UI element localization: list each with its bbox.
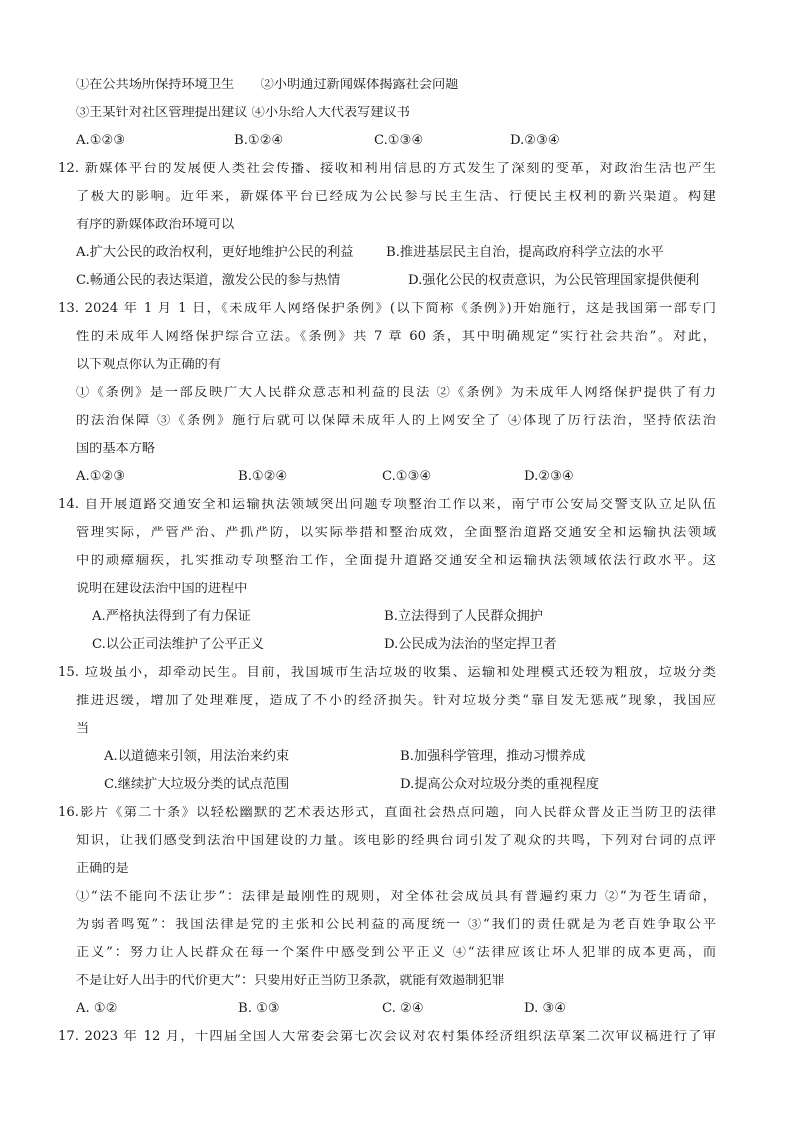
q16-statement-line-4: 不是让好人出手的代价更大”：只要用好正当防卫条款，就能有效遏制犯罪	[76, 974, 505, 988]
q11-option-c[interactable]: C.①③④	[374, 133, 424, 148]
q11-choices-line-2: ③王某针对社区管理提出建议 ④小乐给人大代表写建议书	[76, 106, 410, 120]
q14-option-a[interactable]: A.严格执法得到了有力保证	[92, 609, 251, 624]
q16-option-d[interactable]: D. ③④	[524, 1001, 567, 1016]
q16-option-c[interactable]: C. ②④	[382, 1001, 424, 1016]
q11-option-d[interactable]: D.②③④	[510, 133, 560, 148]
q15-option-c[interactable]: C.继续扩大垃圾分类的试点范围	[104, 777, 290, 792]
q16-statement-line-2: 为弱者鸣冤”：我国法律是党的主张和公民利益的高度统一 ③“我们的责任就是为老百姓争取公平	[76, 918, 716, 932]
q11-option-b[interactable]: B.①②④	[234, 133, 284, 148]
q15-stem-line-2: 推进迟缓，增加了处理难度，造成了不小的经济损失。针对垃圾分类“靠自发无惩戒”现象，我国应	[76, 694, 716, 708]
q14-stem-line-4: 说明在建设法治中国的进程中	[76, 582, 248, 596]
q13-option-a[interactable]: A.①②③	[76, 469, 126, 484]
q13-option-d[interactable]: D.②③④	[524, 469, 574, 484]
q13-statement-line-3: 国的基本方略	[76, 442, 156, 456]
q12-stem-line-2: 了极大的影响。近年来，新媒体平台已经成为公民参与民主生活、行使民主权利的新兴渠道。构建	[76, 190, 716, 204]
q13-stem-line-2: 性的未成年人网络保护综合立法。《条例》共 7 章 60 条，其中明确规定“实行社会共治”。对此，	[76, 330, 716, 344]
q13-statement-line-1: ①《条例》是一部反映广大人民群众意志和利益的良法 ②《条例》为未成年人网络保护提供了有力	[76, 386, 716, 400]
q17-stem-line-1: 17. 2023 年 12 月，十四届全国人大常委会第七次会议对农村集体经济组织法草案二次审议稿进行了审	[58, 1030, 716, 1044]
q14-option-c[interactable]: C.以公正司法维护了公平正义	[92, 637, 265, 652]
q16-stem-line-1: 16.影片《第二十条》以轻松幽默的艺术表达形式，直面社会热点问题，向人民群众普及正当防卫的法律	[58, 806, 716, 820]
q14-stem-line-3: 中的顽瘴痼疾，扎实推动专项整治工作，全面提升道路交通安全和运输执法领域依法行政水平。这	[76, 554, 716, 568]
q13-option-b[interactable]: B.①②④	[238, 469, 288, 484]
q16-statement-line-1: ①“法不能向不法让步”：法律是最刚性的规则，对全体社会成员具有普遍约束力 ②“为苍生请命，	[76, 890, 716, 904]
q16-stem-line-3: 正确的是	[76, 862, 129, 876]
q15-option-b[interactable]: B.加强科学管理，推动习惯养成	[400, 749, 586, 764]
q12-option-b[interactable]: B.推进基层民主自治，提高政府科学立法的水平	[386, 245, 664, 260]
q13-statement-line-2: 的法治保障 ③《条例》施行后就可以保障未成年人的上网安全了 ④体现了厉行法治，坚持依法治	[76, 414, 716, 428]
q12-option-a[interactable]: A.扩大公民的政治权利，更好地维护公民的利益	[76, 245, 354, 260]
q12-stem-line-1: 12. 新媒体平台的发展使人类社会传播、接收和利用信息的方式发生了深刻的变革，对政治生活也产生	[58, 162, 716, 176]
q16-option-b[interactable]: B. ①③	[238, 1001, 280, 1016]
q16-option-a[interactable]: A. ①②	[76, 1001, 118, 1016]
q11-choices-line-1: ①在公共场所保持环境卫生 ②小明通过新闻媒体揭露社会问题	[76, 78, 459, 92]
q15-option-d[interactable]: D.提高公众对垃圾分类的重视程度	[400, 777, 599, 792]
q13-option-c[interactable]: C.①③④	[382, 469, 432, 484]
q14-option-d[interactable]: D.公民成为法治的坚定捍卫者	[384, 637, 557, 652]
q13-stem-line-1: 13. 2024 年 1 月 1 日，《未成年人网络保护条例》(以下简称《条例》)开始施行，这是我国第一部专门	[58, 302, 716, 316]
q12-stem-line-3: 有序的新媒体政治环境可以	[76, 218, 235, 232]
q11-option-a[interactable]: A.①②③	[76, 133, 126, 148]
q14-stem-line-2: 管理实际，严管严治、严抓严防，以实际举措和整治成效，全面整治道路交通安全和运输执法领域	[76, 526, 716, 540]
q15-option-a[interactable]: A.以道德来引领，用法治来约束	[104, 749, 290, 764]
q14-stem-line-1: 14. 自开展道路交通安全和运输执法领域突出问题专项整治工作以来，南宁市公安局交警支队立足队伍	[58, 498, 716, 512]
q13-stem-line-3: 以下观点你认为正确的有	[76, 358, 222, 372]
q14-option-b[interactable]: B.立法得到了人民群众拥护	[384, 609, 543, 624]
q16-statement-line-3: 正义”：努力让人民群众在每一个案件中感受到公平正义 ④“法律应该让坏人犯罪的成本更高，而	[76, 946, 716, 960]
q15-stem-line-3: 当	[76, 722, 90, 736]
q12-option-d[interactable]: D.强化公民的权责意识，为公民管理国家提供便利	[408, 273, 700, 288]
q12-option-c[interactable]: C.畅通公民的表达渠道，激发公民的参与热情	[76, 273, 341, 288]
q16-stem-line-2: 知识，让我们感受到法治中国建设的力量。该电影的经典台词引发了观众的共鸣，下列对台词的点评	[76, 834, 716, 848]
q15-stem-line-1: 15. 垃圾虽小，却牵动民生。目前，我国城市生活垃圾的收集、运输和处理模式还较为粗放，垃圾分类	[58, 666, 716, 680]
